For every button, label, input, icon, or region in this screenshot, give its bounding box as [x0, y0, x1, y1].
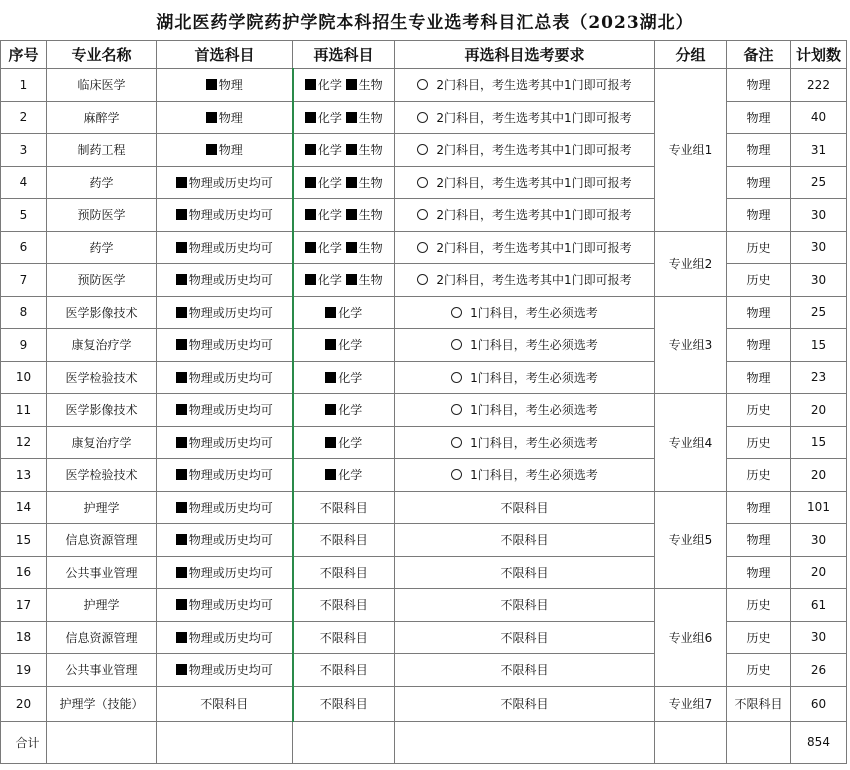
second-subject-cell [293, 654, 395, 687]
row-no-cell: 6 [1, 231, 47, 264]
checked-square-icon [346, 144, 357, 155]
note-cell: 历史 [727, 589, 791, 622]
note-cell: 历史 [727, 459, 791, 492]
group-cell: 专业组5 [655, 491, 727, 589]
checked-square-icon [176, 567, 187, 578]
circle-icon [451, 372, 462, 383]
checked-square-icon [206, 144, 217, 155]
second-subject-label: 化学 [317, 273, 342, 288]
major-name-cell: 康复治疗学 [47, 426, 157, 459]
circle-icon [417, 177, 428, 188]
plan-count-cell: 20 [791, 394, 847, 427]
circle-icon [451, 437, 462, 448]
second-subject-cell [293, 394, 395, 427]
major-name-cell: 信息资源管理 [47, 524, 157, 557]
first-subject-cell [157, 199, 293, 232]
plan-count-cell: 31 [791, 134, 847, 167]
first-subject-label: 物理或历史均可 [188, 468, 273, 483]
note-cell: 历史 [727, 621, 791, 654]
row-no-cell: 17 [1, 589, 47, 622]
second-subject-cell [293, 686, 395, 721]
checked-square-icon [305, 242, 316, 253]
note-cell: 物理 [727, 134, 791, 167]
header-cell-group: 分组 [655, 41, 727, 69]
checked-square-icon [176, 502, 187, 513]
first-subject-label: 不限科目 [200, 697, 249, 711]
note-cell: 历史 [727, 426, 791, 459]
first-subject-cell [157, 329, 293, 362]
checked-square-icon [346, 242, 357, 253]
empty-cell [727, 721, 791, 763]
row-no-cell: 8 [1, 296, 47, 329]
empty-cell [655, 721, 727, 763]
plan-count-cell: 25 [791, 166, 847, 199]
checked-square-icon [346, 112, 357, 123]
requirement-cell [395, 69, 655, 102]
second-subject-cell [293, 166, 395, 199]
requirement-cell [395, 166, 655, 199]
table-row [1, 69, 847, 102]
group-cell: 专业组2 [655, 231, 727, 296]
header-row [1, 41, 847, 69]
checked-square-icon [305, 209, 316, 220]
checked-square-icon [176, 599, 187, 610]
second-subject-label: 不限科目 [319, 533, 368, 548]
row-no-cell: 18 [1, 621, 47, 654]
second-subject-cell [293, 426, 395, 459]
major-name-cell: 医学影像技术 [47, 394, 157, 427]
requirement-cell [395, 329, 655, 362]
circle-icon [417, 79, 428, 90]
first-subject-cell [157, 69, 293, 102]
circle-icon [417, 112, 428, 123]
major-name-cell: 医学影像技术 [47, 296, 157, 329]
major-name-cell: 预防医学 [47, 264, 157, 297]
plan-count-cell: 40 [791, 101, 847, 134]
circle-icon [451, 339, 462, 350]
requirement-cell [395, 101, 655, 134]
requirement-cell [395, 231, 655, 264]
requirement-cell [395, 556, 655, 589]
second-subject-cell [293, 589, 395, 622]
header-cell-major: 专业名称 [47, 41, 157, 69]
total-plan-cell: 854 [791, 721, 847, 763]
row-no-cell: 4 [1, 166, 47, 199]
note-cell: 历史 [727, 394, 791, 427]
checked-square-icon [325, 372, 336, 383]
plan-count-cell: 30 [791, 264, 847, 297]
note-cell: 物理 [727, 361, 791, 394]
checked-square-icon [325, 437, 336, 448]
requirement-cell [395, 589, 655, 622]
group-cell: 专业组1 [655, 69, 727, 232]
requirement-text: 不限科目 [500, 630, 549, 645]
second-subject-cell [293, 524, 395, 557]
table-title: 湖北医药学院药护学院本科招生专业选考科目汇总表（2023湖北） [156, 12, 694, 33]
first-subject-cell [157, 654, 293, 687]
requirement-cell [395, 199, 655, 232]
requirement-cell [395, 296, 655, 329]
second-subject-label: 生物 [358, 273, 383, 288]
checked-square-icon [176, 664, 187, 675]
first-subject-label: 物理或历史均可 [188, 565, 273, 580]
major-name-cell: 麻醉学 [47, 101, 157, 134]
checked-square-icon [176, 372, 187, 383]
requirement-text: 不限科目 [500, 565, 549, 580]
second-subject-cell [293, 556, 395, 589]
checked-square-icon [176, 437, 187, 448]
first-subject-cell [157, 459, 293, 492]
requirement-cell [395, 654, 655, 687]
row-no-cell: 10 [1, 361, 47, 394]
first-subject-label: 物理或历史均可 [188, 273, 273, 288]
requirement-cell [395, 686, 655, 721]
second-subject-cell [293, 329, 395, 362]
total-row [1, 721, 847, 763]
plan-count-cell: 30 [791, 621, 847, 654]
plan-count-cell: 30 [791, 524, 847, 557]
second-subject-cell [293, 199, 395, 232]
major-name-cell: 临床医学 [47, 69, 157, 102]
first-subject-cell [157, 296, 293, 329]
table-row [1, 231, 847, 264]
empty-cell [293, 721, 395, 763]
checked-square-icon [325, 339, 336, 350]
major-name-cell: 预防医学 [47, 199, 157, 232]
second-subject-cell [293, 231, 395, 264]
second-subject-label: 化学 [338, 305, 363, 320]
requirement-text: 2门科目，考生选考其中1门即可报考 [436, 273, 632, 288]
first-subject-cell [157, 686, 293, 721]
row-no-cell: 11 [1, 394, 47, 427]
plan-count-cell: 15 [791, 329, 847, 362]
second-subject-label: 化学 [338, 370, 363, 385]
checked-square-icon [325, 469, 336, 480]
circle-icon [417, 209, 428, 220]
checked-square-icon [176, 404, 187, 415]
header-cell-note: 备注 [727, 41, 791, 69]
second-subject-label: 化学 [317, 110, 342, 125]
first-subject-label: 物理或历史均可 [188, 598, 273, 613]
plan-count-cell: 101 [791, 491, 847, 524]
second-subject-label: 生物 [358, 110, 383, 125]
circle-icon [417, 144, 428, 155]
first-subject-label: 物理 [218, 143, 243, 158]
note-cell: 物理 [727, 491, 791, 524]
plan-count-cell: 25 [791, 296, 847, 329]
second-subject-label: 不限科目 [319, 663, 368, 678]
second-subject-cell [293, 101, 395, 134]
empty-cell [395, 721, 655, 763]
second-subject-label: 不限科目 [319, 630, 368, 645]
row-no-cell: 16 [1, 556, 47, 589]
requirement-text: 2门科目，考生选考其中1门即可报考 [436, 143, 632, 158]
plan-count-cell: 60 [791, 686, 847, 721]
total-label-cell: 合计 [1, 721, 47, 763]
row-no-cell: 13 [1, 459, 47, 492]
note-cell: 物理 [727, 556, 791, 589]
checked-square-icon [176, 274, 187, 285]
second-subject-cell [293, 361, 395, 394]
group-cell: 专业组3 [655, 296, 727, 394]
empty-cell [157, 721, 293, 763]
row-no-cell: 15 [1, 524, 47, 557]
requirement-cell [395, 394, 655, 427]
table-row [1, 589, 847, 622]
major-name-cell: 制药工程 [47, 134, 157, 167]
requirement-text: 2门科目，考生选考其中1门即可报考 [436, 78, 632, 93]
first-subject-cell [157, 491, 293, 524]
row-no-cell: 19 [1, 654, 47, 687]
second-subject-label: 不限科目 [319, 500, 368, 515]
first-subject-cell [157, 231, 293, 264]
header-cell-second-subject: 再选科目 [293, 41, 395, 69]
requirement-text: 1门科目，考生必须选考 [470, 305, 598, 320]
second-subject-label: 生物 [358, 208, 383, 223]
plan-count-cell: 20 [791, 556, 847, 589]
requirement-cell [395, 621, 655, 654]
second-subject-label: 化学 [317, 78, 342, 93]
requirement-text: 不限科目 [500, 500, 549, 515]
row-no-cell: 3 [1, 134, 47, 167]
first-subject-label: 物理或历史均可 [188, 240, 273, 255]
first-subject-cell [157, 394, 293, 427]
requirement-text: 1门科目，考生必须选考 [470, 370, 598, 385]
row-no-cell: 14 [1, 491, 47, 524]
requirement-text: 2门科目，考生选考其中1门即可报考 [436, 240, 632, 255]
requirement-text: 不限科目 [500, 663, 549, 678]
checked-square-icon [346, 79, 357, 90]
second-subject-label: 生物 [358, 78, 383, 93]
major-name-cell: 公共事业管理 [47, 654, 157, 687]
header-cell-plan: 计划数 [791, 41, 847, 69]
first-subject-cell [157, 361, 293, 394]
row-no-cell: 7 [1, 264, 47, 297]
note-cell: 物理 [727, 101, 791, 134]
group-cell: 专业组6 [655, 589, 727, 687]
major-name-cell: 药学 [47, 231, 157, 264]
row-no-cell: 5 [1, 199, 47, 232]
checked-square-icon [346, 177, 357, 188]
plan-count-cell: 30 [791, 231, 847, 264]
second-subject-cell [293, 134, 395, 167]
first-subject-cell [157, 101, 293, 134]
requirement-text: 1门科目，考生必须选考 [470, 468, 598, 483]
first-subject-cell [157, 134, 293, 167]
first-subject-label: 物理或历史均可 [188, 370, 273, 385]
second-subject-cell [293, 459, 395, 492]
major-name-cell: 医学检验技术 [47, 361, 157, 394]
header-cell-first-subject: 首选科目 [157, 41, 293, 69]
major-name-cell: 护理学 [47, 491, 157, 524]
major-name-cell: 护理学（技能） [47, 686, 157, 721]
first-subject-label: 物理 [218, 110, 243, 125]
note-cell: 物理 [727, 329, 791, 362]
second-subject-label: 化学 [338, 435, 363, 450]
group-cell: 专业组7 [655, 686, 727, 721]
requirement-text: 2门科目，考生选考其中1门即可报考 [436, 175, 632, 190]
requirement-text: 2门科目，考生选考其中1门即可报考 [436, 110, 632, 125]
circle-icon [417, 242, 428, 253]
second-subject-label: 化学 [338, 338, 363, 353]
note-cell: 物理 [727, 524, 791, 557]
first-subject-cell [157, 556, 293, 589]
second-subject-label: 不限科目 [319, 565, 368, 580]
note-cell: 历史 [727, 231, 791, 264]
major-name-cell: 护理学 [47, 589, 157, 622]
header-cell-requirement: 再选科目选考要求 [395, 41, 655, 69]
requirement-cell [395, 524, 655, 557]
first-subject-label: 物理或历史均可 [188, 305, 273, 320]
checked-square-icon [176, 307, 187, 318]
checked-square-icon [176, 339, 187, 350]
plan-count-cell: 23 [791, 361, 847, 394]
requirement-text: 1门科目，考生必须选考 [470, 435, 598, 450]
row-no-cell: 20 [1, 686, 47, 721]
second-subject-label: 不限科目 [319, 598, 368, 613]
plan-count-cell: 20 [791, 459, 847, 492]
checked-square-icon [305, 112, 316, 123]
note-cell: 物理 [727, 166, 791, 199]
requirement-cell [395, 264, 655, 297]
requirement-text: 不限科目 [500, 598, 549, 613]
checked-square-icon [176, 209, 187, 220]
requirement-cell [395, 134, 655, 167]
table-row [1, 686, 847, 721]
plan-count-cell: 15 [791, 426, 847, 459]
second-subject-cell [293, 296, 395, 329]
second-subject-label: 化学 [317, 240, 342, 255]
second-subject-cell [293, 69, 395, 102]
second-subject-cell [293, 491, 395, 524]
first-subject-label: 物理或历史均可 [188, 403, 273, 418]
note-cell: 物理 [727, 69, 791, 102]
first-subject-label: 物理或历史均可 [188, 663, 273, 678]
checked-square-icon [346, 209, 357, 220]
first-subject-label: 物理或历史均可 [188, 533, 273, 548]
plan-count-cell: 61 [791, 589, 847, 622]
checked-square-icon [325, 404, 336, 415]
first-subject-label: 物理或历史均可 [188, 500, 273, 515]
first-subject-cell [157, 589, 293, 622]
first-subject-cell [157, 621, 293, 654]
first-subject-cell [157, 264, 293, 297]
major-name-cell: 公共事业管理 [47, 556, 157, 589]
first-subject-cell [157, 524, 293, 557]
first-subject-label: 物理 [218, 78, 243, 93]
checked-square-icon [206, 79, 217, 90]
requirement-text: 1门科目，考生必须选考 [470, 403, 598, 418]
requirement-text: 1门科目，考生必须选考 [470, 338, 598, 353]
group-cell: 专业组4 [655, 394, 727, 492]
second-subject-label: 不限科目 [319, 697, 368, 711]
row-no-cell: 1 [1, 69, 47, 102]
checked-square-icon [305, 274, 316, 285]
circle-icon [451, 307, 462, 318]
first-subject-label: 物理或历史均可 [188, 175, 273, 190]
plan-count-cell: 30 [791, 199, 847, 232]
requirement-text: 2门科目，考生选考其中1门即可报考 [436, 208, 632, 223]
header-cell-no: 序号 [1, 41, 47, 69]
second-subject-cell [293, 264, 395, 297]
second-subject-label: 化学 [338, 403, 363, 418]
first-subject-label: 物理或历史均可 [188, 630, 273, 645]
row-no-cell: 9 [1, 329, 47, 362]
checked-square-icon [325, 307, 336, 318]
second-subject-cell [293, 621, 395, 654]
checked-square-icon [176, 177, 187, 188]
circle-icon [417, 274, 428, 285]
row-no-cell: 12 [1, 426, 47, 459]
checked-square-icon [305, 177, 316, 188]
checked-square-icon [305, 144, 316, 155]
note-cell: 历史 [727, 654, 791, 687]
second-subject-label: 化学 [338, 468, 363, 483]
checked-square-icon [176, 632, 187, 643]
second-subject-label: 化学 [317, 143, 342, 158]
row-no-cell: 2 [1, 101, 47, 134]
circle-icon [451, 469, 462, 480]
checked-square-icon [176, 469, 187, 480]
requirement-cell [395, 426, 655, 459]
requirement-cell [395, 361, 655, 394]
second-subject-label: 生物 [358, 175, 383, 190]
second-subject-label: 化学 [317, 208, 342, 223]
table-row [1, 394, 847, 427]
requirement-cell [395, 459, 655, 492]
first-subject-cell [157, 426, 293, 459]
checked-square-icon [346, 274, 357, 285]
note-cell: 物理 [727, 296, 791, 329]
table-row [1, 491, 847, 524]
note-cell: 物理 [727, 199, 791, 232]
major-name-cell: 信息资源管理 [47, 621, 157, 654]
requirement-cell [395, 491, 655, 524]
note-cell: 历史 [727, 264, 791, 297]
first-subject-label: 物理或历史均可 [188, 435, 273, 450]
checked-square-icon [305, 79, 316, 90]
checked-square-icon [206, 112, 217, 123]
note-cell: 不限科目 [727, 686, 791, 721]
first-subject-label: 物理或历史均可 [188, 338, 273, 353]
second-subject-label: 生物 [358, 240, 383, 255]
table-row [1, 296, 847, 329]
first-subject-cell [157, 166, 293, 199]
requirement-text: 不限科目 [500, 533, 549, 548]
plan-count-cell: 26 [791, 654, 847, 687]
circle-icon [451, 404, 462, 415]
major-name-cell: 康复治疗学 [47, 329, 157, 362]
empty-cell [47, 721, 157, 763]
plan-count-cell: 222 [791, 69, 847, 102]
first-subject-label: 物理或历史均可 [188, 208, 273, 223]
checked-square-icon [176, 534, 187, 545]
second-subject-label: 生物 [358, 143, 383, 158]
major-name-cell: 药学 [47, 166, 157, 199]
major-name-cell: 医学检验技术 [47, 459, 157, 492]
subject-requirements-table [0, 40, 847, 764]
second-subject-label: 化学 [317, 175, 342, 190]
checked-square-icon [176, 242, 187, 253]
requirement-text: 不限科目 [500, 697, 549, 711]
